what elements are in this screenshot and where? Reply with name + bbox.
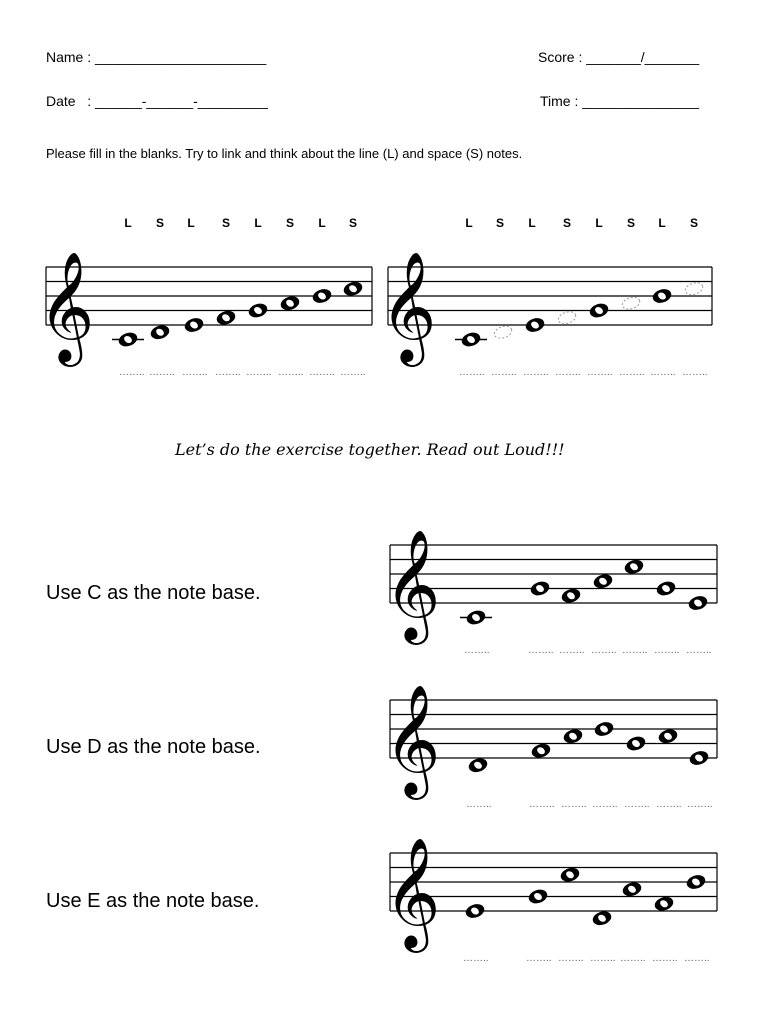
answer-blank[interactable]: …….. [466, 799, 492, 810]
answer-blank[interactable]: …….. [656, 799, 682, 810]
score-field[interactable]: Score : _______/_______ [538, 49, 700, 65]
hidden-note-icon [493, 324, 514, 340]
answer-blank[interactable]: …….. [590, 953, 616, 964]
answer-blank[interactable]: …….. [654, 645, 680, 656]
ls-letter: S [626, 216, 635, 230]
treble-clef-icon: 𝄞 [384, 683, 441, 795]
instruction-text: Please fill in the blanks. Try to link and think about the line (L) and space (S) notes. [46, 146, 523, 161]
answer-blank[interactable]: …….. [652, 953, 678, 964]
ls-letter: S [348, 216, 357, 230]
answer-blank[interactable]: …….. [463, 953, 489, 964]
answer-blank[interactable]: …….. [182, 367, 208, 378]
ls-letter: L [187, 216, 195, 230]
answer-blank[interactable]: …….. [587, 367, 613, 378]
answer-blank[interactable]: …….. [624, 799, 650, 810]
answer-blank[interactable]: …….. [215, 367, 241, 378]
answer-blank[interactable]: …….. [558, 953, 584, 964]
exercise-label-d: Use D as the note base. [46, 736, 261, 758]
answer-blank[interactable]: …….. [149, 367, 175, 378]
answer-blank[interactable]: …….. [246, 367, 272, 378]
ls-letter: S [285, 216, 294, 230]
name-field[interactable]: Name : ______________________ [46, 49, 267, 65]
ls-letter: S [221, 216, 230, 230]
ls-letter: L [528, 216, 536, 230]
ls-letter: S [562, 216, 571, 230]
hidden-note-icon [621, 295, 642, 311]
ls-letter: L [658, 216, 666, 230]
exercise-label-c: Use C as the note base. [46, 582, 261, 604]
treble-clef-icon: 𝄞 [384, 528, 441, 640]
answer-blank[interactable]: …….. [561, 799, 587, 810]
ls-letter: S [495, 216, 504, 230]
hidden-note-icon [557, 310, 578, 326]
answer-blank[interactable]: …….. [119, 367, 145, 378]
answer-blank[interactable]: …….. [523, 367, 549, 378]
answer-blank[interactable]: …….. [464, 645, 490, 656]
treble-clef-icon: 𝄞 [384, 836, 441, 948]
ls-letter: S [689, 216, 698, 230]
ls-letter: L [318, 216, 326, 230]
answer-blank[interactable]: …….. [687, 799, 713, 810]
answer-blank[interactable]: …….. [619, 367, 645, 378]
time-field[interactable]: Time : _______________ [540, 93, 700, 109]
answer-blank[interactable]: …….. [278, 367, 304, 378]
answer-blank[interactable]: …….. [592, 799, 618, 810]
exercise-label-e: Use E as the note base. [46, 890, 260, 912]
answer-blank[interactable]: …….. [555, 367, 581, 378]
ls-letter: L [254, 216, 262, 230]
treble-clef-icon: 𝄞 [380, 250, 437, 362]
ls-letter: S [155, 216, 164, 230]
answer-blank[interactable]: …….. [684, 953, 710, 964]
answer-blank[interactable]: …….. [529, 799, 555, 810]
treble-clef-icon: 𝄞 [38, 250, 95, 362]
answer-blank[interactable]: …….. [526, 953, 552, 964]
answer-blank[interactable]: …….. [686, 645, 712, 656]
answer-blank[interactable]: …….. [682, 367, 708, 378]
answer-blank[interactable]: …….. [309, 367, 335, 378]
answer-blank[interactable]: …….. [459, 367, 485, 378]
answer-blank[interactable]: …….. [340, 367, 366, 378]
ls-letter: L [465, 216, 473, 230]
exercise-heading: Let’s do the exercise together. Read out Loud!!! [175, 440, 565, 459]
date-field[interactable]: Date : ______-______-_________ [46, 93, 268, 109]
answer-blank[interactable]: …….. [620, 953, 646, 964]
answer-blank[interactable]: …….. [650, 367, 676, 378]
hidden-note-icon [684, 281, 705, 297]
ls-letter: L [124, 216, 132, 230]
answer-blank[interactable]: …….. [491, 367, 517, 378]
answer-blank[interactable]: …….. [622, 645, 648, 656]
answer-blank[interactable]: …….. [528, 645, 554, 656]
answer-blank[interactable]: …….. [591, 645, 617, 656]
ls-letter: L [595, 216, 603, 230]
answer-blank[interactable]: …….. [559, 645, 585, 656]
